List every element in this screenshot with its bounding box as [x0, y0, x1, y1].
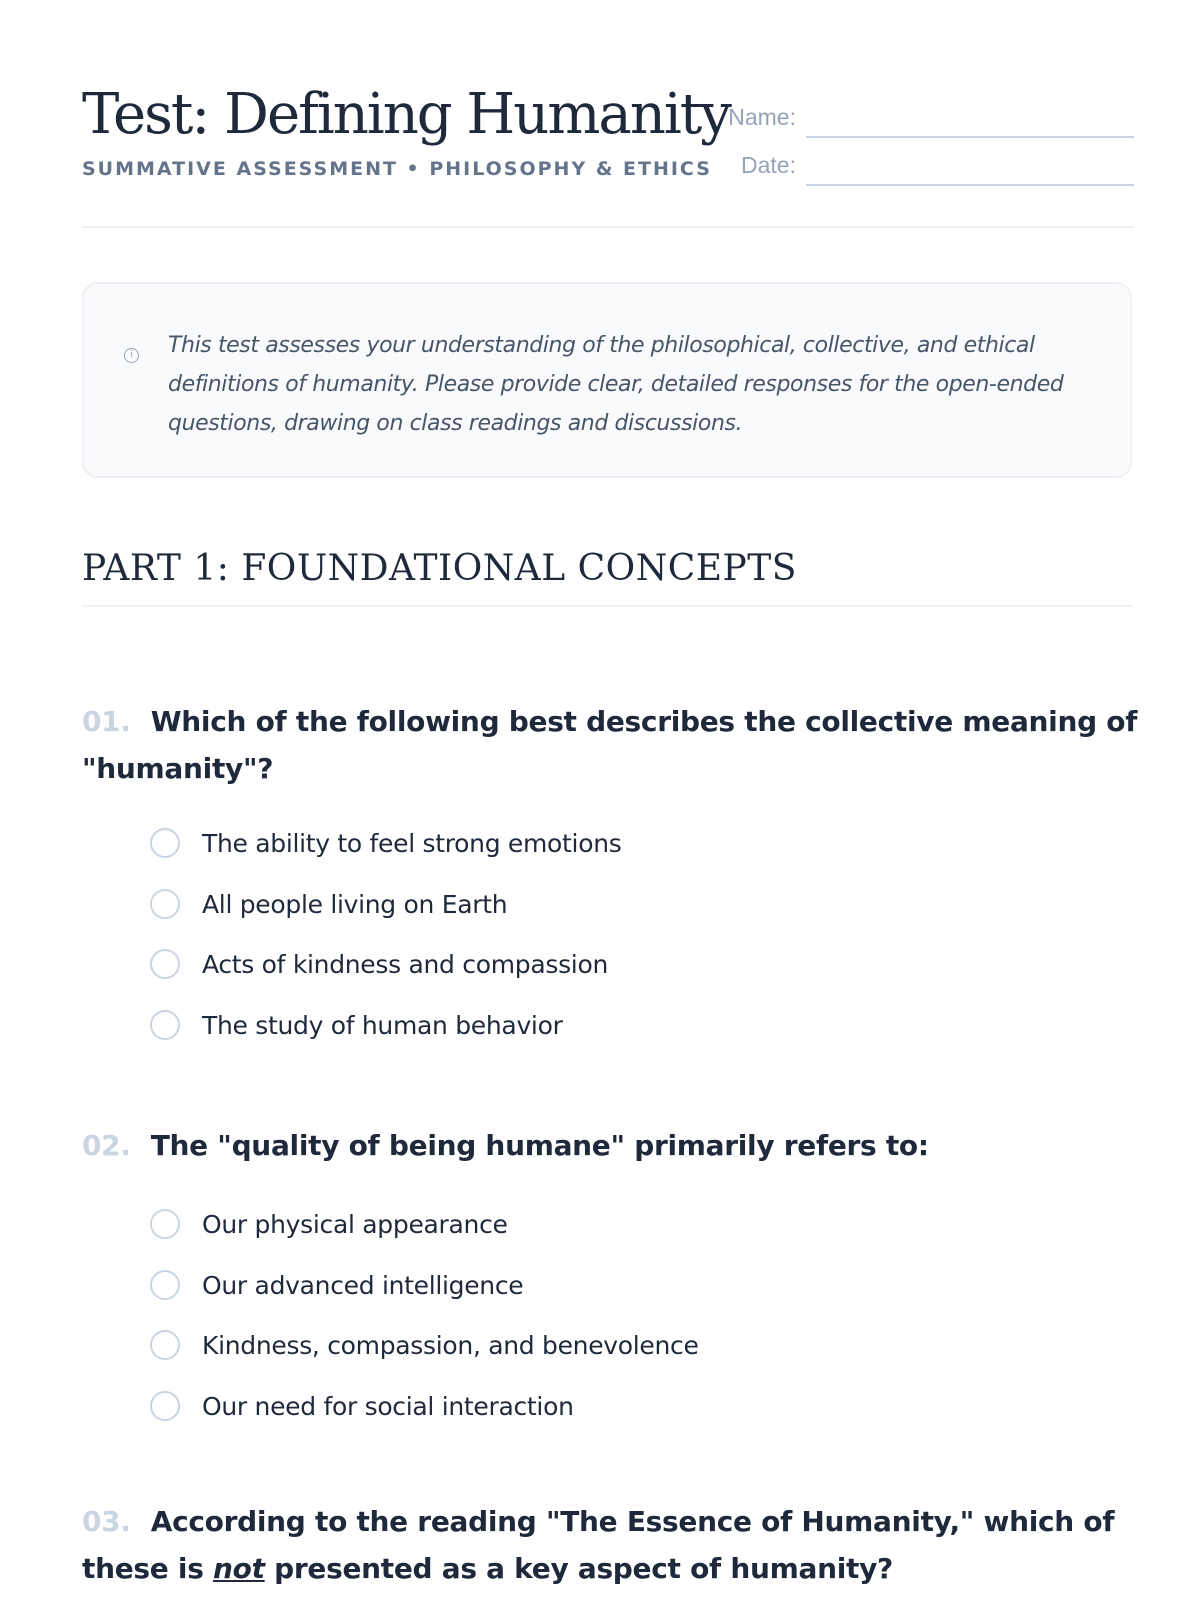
name-input[interactable] [806, 106, 1134, 138]
option-list [82, 814, 1142, 1056]
radio-button[interactable] [150, 1330, 180, 1360]
option-label: The ability to feel strong emotions [202, 829, 622, 858]
option-1d[interactable] [82, 996, 1142, 1057]
instructions-text: This test assesses your understanding of the philosophical, collective, and ethical definitions of humanity. Please provide clear, detailed responses for the open-ended questions, drawing on class readings and discussions. [168, 333, 1064, 436]
question-number: 01. [82, 705, 131, 738]
question-3 [82, 1498, 1142, 1592]
date-label: Date: [741, 152, 796, 178]
date-input[interactable] [806, 154, 1134, 186]
radio-button[interactable] [150, 889, 180, 919]
page-subtitle: SUMMATIVE ASSESSMENT • PHILOSOPHY & ETHICS [82, 158, 712, 180]
radio-button[interactable] [150, 1010, 180, 1040]
instructions-box [82, 282, 1132, 478]
option-2d[interactable] [82, 1377, 1142, 1438]
date-field [702, 150, 1134, 186]
option-label: Our need for social interaction [202, 1391, 574, 1421]
option-2c[interactable] [82, 1316, 1142, 1377]
name-label: Name: [728, 104, 796, 130]
question-1 [82, 698, 1142, 1056]
test-page [82, 0, 1138, 1585]
option-label: Acts of kindness and compassion [202, 950, 608, 979]
radio-button[interactable] [150, 949, 180, 979]
question-number: 03. [82, 1505, 131, 1538]
option-1c[interactable] [82, 935, 1142, 996]
radio-button[interactable] [150, 1209, 180, 1239]
option-label: The study of human behavior [202, 1010, 563, 1040]
option-list [82, 1195, 1142, 1437]
option-label: Our physical appearance [202, 1210, 508, 1239]
radio-button[interactable] [150, 1270, 180, 1300]
part-1-heading: PART 1: FOUNDATIONAL CONCEPTS [82, 548, 1132, 607]
question-text: Which of the following best describes the collective meaning of "humanity"? [82, 705, 1138, 785]
question-text-end: presented as a key aspect of humanity? [264, 1552, 893, 1585]
question-emphasis: not [213, 1552, 265, 1585]
option-1b[interactable] [82, 875, 1142, 936]
option-label: Kindness, compassion, and benevolence [202, 1331, 699, 1360]
test-header [82, 0, 1134, 228]
option-label: Our advanced intelligence [202, 1270, 524, 1300]
question-text: The "quality of being humane" primarily refers to: [150, 1129, 929, 1162]
info-icon: i [124, 348, 139, 363]
question-text-start: According to the reading "The Essence of Humanity," which of these is [82, 1505, 1115, 1585]
name-field [702, 102, 1134, 138]
option-2b[interactable] [82, 1256, 1142, 1317]
radio-button[interactable] [150, 828, 180, 858]
option-label: All people living on Earth [202, 889, 508, 919]
option-1a[interactable] [82, 814, 1142, 875]
question-2 [82, 1122, 1142, 1437]
radio-button[interactable] [150, 1391, 180, 1421]
question-number: 02. [82, 1129, 131, 1162]
page-title: Test: Defining Humanity [82, 82, 730, 147]
option-2a[interactable] [82, 1195, 1142, 1256]
